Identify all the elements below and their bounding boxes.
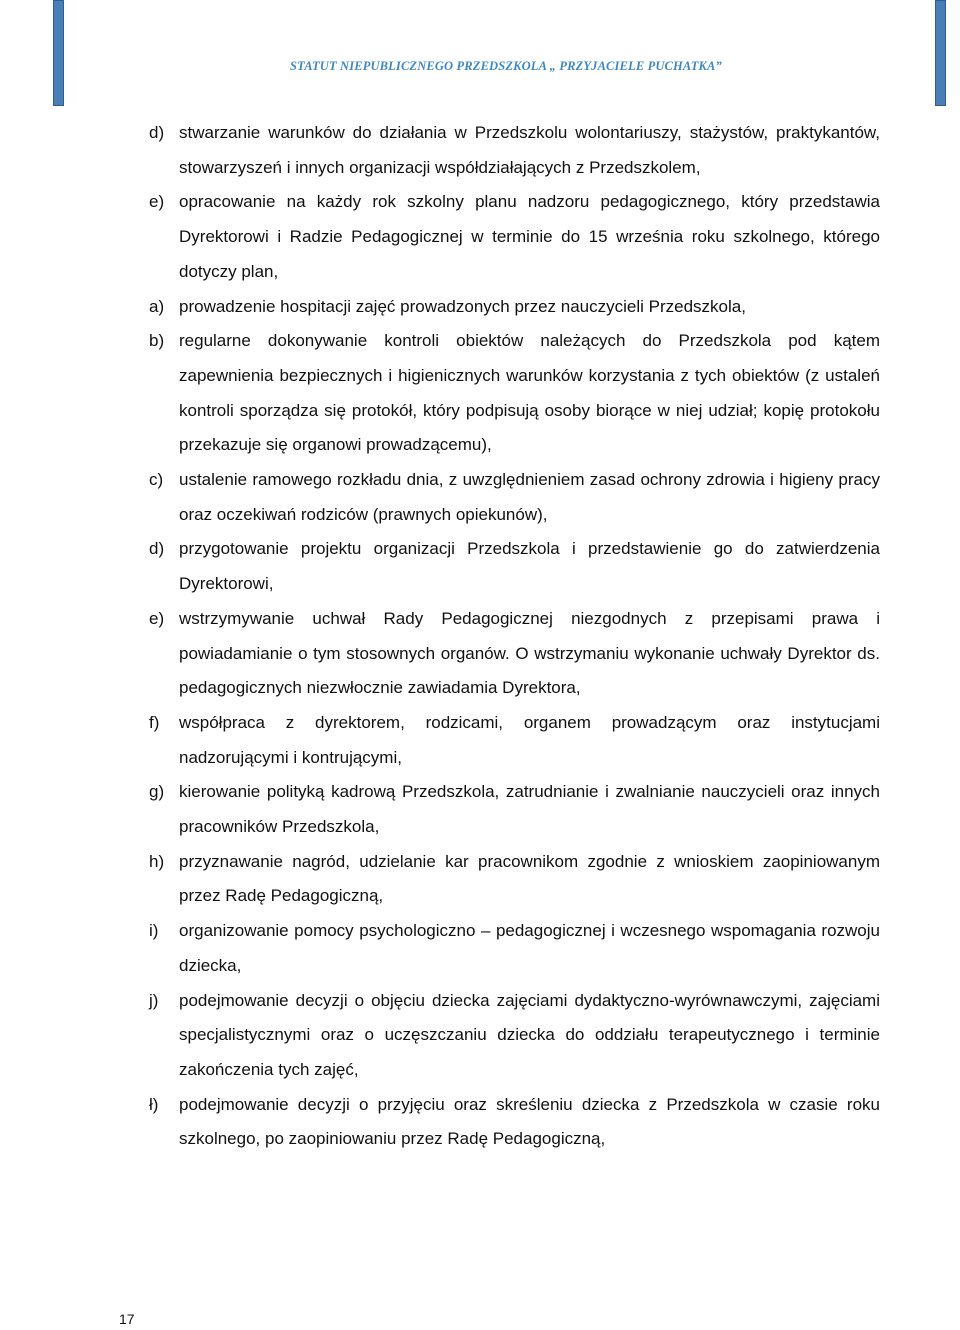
list-item-text: ustalenie ramowego rozkładu dnia, z uwzględnieniem zasad ochrony zdrowia i higieny pracy oraz oczekiwań rodziców (prawnych opiekunów), bbox=[179, 470, 880, 524]
list-marker: f) bbox=[149, 712, 160, 732]
list-item-text: organizowanie pomocy psychologiczno – pedagogicznej i wczesnego wspomagania rozwoju dziecka, bbox=[179, 921, 880, 975]
list-item bbox=[149, 185, 880, 289]
running-header: STATUT NIEPUBLICZNEGO PRZEDSZKOLA „ PRZYJACIELE PUCHATKA” bbox=[290, 59, 722, 73]
list-item-text: podejmowanie decyzji o przyjęciu oraz skreśleniu dziecka z Przedszkola w czasie roku szkolnego, po zaopiniowaniu przez Radę Pedagogiczną, bbox=[179, 1094, 880, 1149]
list-marker: i) bbox=[149, 921, 159, 941]
right-decorative-bar bbox=[935, 0, 946, 106]
list-item-text: podejmowanie decyzji o objęciu dziecka zajęciami dydaktyczno-wyrównawczymi, zajęciami specjalistycznymi oraz o uczęszczaniu dziecka do oddziału terapeutycznego i terminie zakończenia tych zajęć, bbox=[179, 990, 880, 1079]
list-item-text: stwarzanie warunków do działania w Przedszkolu wolontariuszy, stażystów, praktykantów, stowarzyszeń i innych organizacji współdziałających z Przedszkolem, bbox=[179, 123, 880, 177]
left-decorative-bar bbox=[53, 0, 64, 106]
list-item-text: przygotowanie projektu organizacji Przedszkola i przedstawienie go do zatwierdzenia Dyrektorowi, bbox=[179, 539, 880, 594]
page-number: 17 bbox=[119, 1311, 135, 1327]
list-item-text: współpraca z dyrektorem, rodzicami, organem prowadzącym oraz instytucjami nadzorującymi i kontrującymi, bbox=[179, 712, 880, 767]
list-item-text: wstrzymywanie uchwał Rady Pedagogicznej niezgodnych z przepisami prawa i powiadamianie o tym stosownych organów. O wstrzymaniu wykonanie uchwały Dyrektor ds. pedagogicznych niezwłocznie zawiadamia Dyrektora, bbox=[179, 608, 880, 698]
list-marker: h) bbox=[149, 851, 165, 871]
list-item-text: kierowanie polityką kadrową Przedszkola, zatrudnianie i zwalnianie nauczycieli oraz innych pracowników Przedszkola, bbox=[179, 782, 880, 837]
list-marker: a) bbox=[149, 296, 165, 316]
document-body bbox=[149, 116, 880, 1157]
list-item bbox=[149, 463, 880, 532]
list-item-text: opracowanie na każdy rok szkolny planu nadzoru pedagogicznego, który przedstawia Dyrektorowi i Radzie Pedagogicznej w terminie do 15 września roku szkolnego, którego dotyczy plan, bbox=[179, 192, 880, 281]
list-item-text: prowadzenie hospitacji zajęć prowadzonych przez nauczycieli Przedszkola, bbox=[179, 296, 746, 316]
list-item bbox=[149, 984, 880, 1088]
list-item bbox=[149, 1088, 880, 1157]
list-item bbox=[149, 290, 880, 325]
list-marker: g) bbox=[149, 782, 165, 802]
list-item bbox=[149, 116, 880, 185]
list-item-text: przyznawanie nagród, udzielanie kar pracownikom zgodnie z wnioskiem zaopiniowanym przez Radę Pedagogiczną, bbox=[179, 851, 880, 906]
list-marker: e) bbox=[149, 608, 165, 628]
list-item bbox=[149, 845, 880, 914]
list-marker: d) bbox=[149, 123, 165, 142]
list-marker: ł) bbox=[149, 1094, 159, 1114]
list-item bbox=[149, 775, 880, 844]
list-item bbox=[149, 706, 880, 775]
list-item-text: regularne dokonywanie kontroli obiektów należących do Przedszkola pod kątem zapewnienia bezpiecznych i higienicznych warunków korzystania z tych obiektów (z ustaleń kontroli sporządza się protokół, który podpisują osoby biorące w niej udział; kopię protokołu przekazuje się organowi prowadzącemu), bbox=[179, 331, 880, 455]
list-item bbox=[149, 324, 880, 463]
list-item bbox=[149, 532, 880, 601]
list-item bbox=[149, 914, 880, 983]
list-marker: e) bbox=[149, 192, 165, 212]
list-marker: c) bbox=[149, 470, 164, 490]
list-item bbox=[149, 602, 880, 706]
list-marker: b) bbox=[149, 331, 165, 351]
list-marker: d) bbox=[149, 539, 165, 559]
list-marker: j) bbox=[149, 990, 159, 1010]
